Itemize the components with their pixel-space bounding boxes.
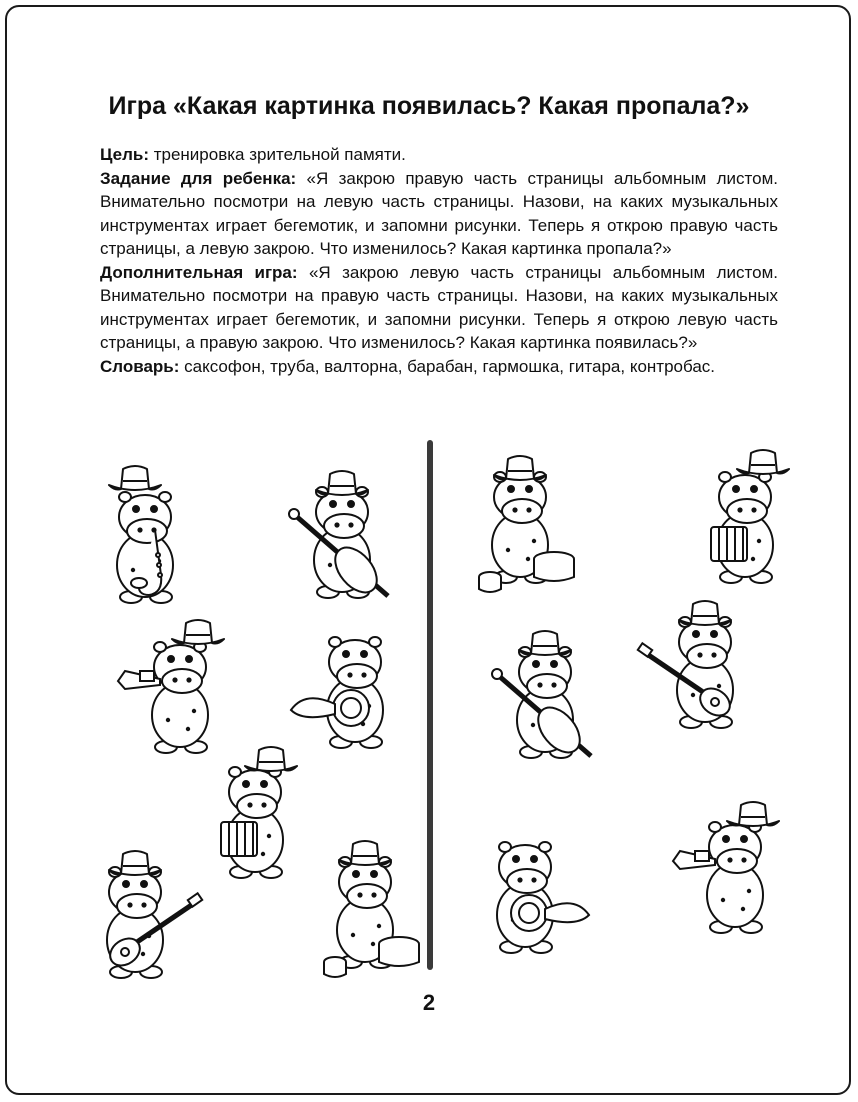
- vocabulary-text: саксофон, труба, валторна, барабан, гармошка, гитара, контробас.: [179, 356, 716, 376]
- hippo-saxophone-left: [70, 460, 200, 615]
- hippo-french-horn-left: [255, 620, 405, 765]
- vocabulary-paragraph: [100, 355, 778, 379]
- task-label: Задание для ребенка:: [100, 168, 297, 188]
- extra-game-paragraph: [100, 261, 778, 355]
- task-paragraph: [100, 167, 778, 261]
- goal-label: Цель:: [100, 145, 149, 164]
- hippo-accordion-right: [685, 455, 795, 590]
- goal-paragraph: [100, 143, 778, 167]
- page-title: Игра «Какая картинка появилась? Какая пропала?»: [108, 92, 750, 120]
- extra-game-label: Дополнительная игра:: [100, 262, 298, 282]
- center-divider: [427, 440, 433, 970]
- page-number: 2: [422, 990, 436, 1015]
- extra-game-text: «Я закрою левую часть страницы альбомным листом. Внимательно посмотри на правую часть страницы. Назови, на каких музыкальных инструментах играет бегемотик, и запомни рисунки. Теперь я открою левую часть страницы, а правую закрою. Что изменилось? Какая картинка появилась?»: [100, 262, 778, 352]
- hippo-drum-left: [305, 860, 425, 975]
- hippo-trumpet-right: [655, 795, 785, 950]
- hippo-double-bass-right: [465, 625, 605, 770]
- hippo-guitar-left: [80, 850, 220, 985]
- vocabulary-label: Словарь:: [100, 356, 180, 376]
- hippo-double-bass-left: [262, 460, 402, 605]
- task-text: «Я закрою правую часть страницы альбомным листом. Внимательно посмотри на левую часть страницы. Назови, на каких музыкальных инструментах играет бегемотик, и запомни рисунки. Теперь я открою правую часть страницы, а левую закрою. Что изменилось? Какая картинка пропала?»: [100, 168, 778, 258]
- hippo-guitar-right: [620, 600, 760, 735]
- goal-text: тренировка зрительной памяти.: [149, 145, 406, 164]
- hippo-french-horn-right: [475, 830, 625, 965]
- instructions: [100, 143, 778, 378]
- hippo-trumpet-left: [95, 630, 225, 765]
- hippo-drum-right: [470, 460, 590, 595]
